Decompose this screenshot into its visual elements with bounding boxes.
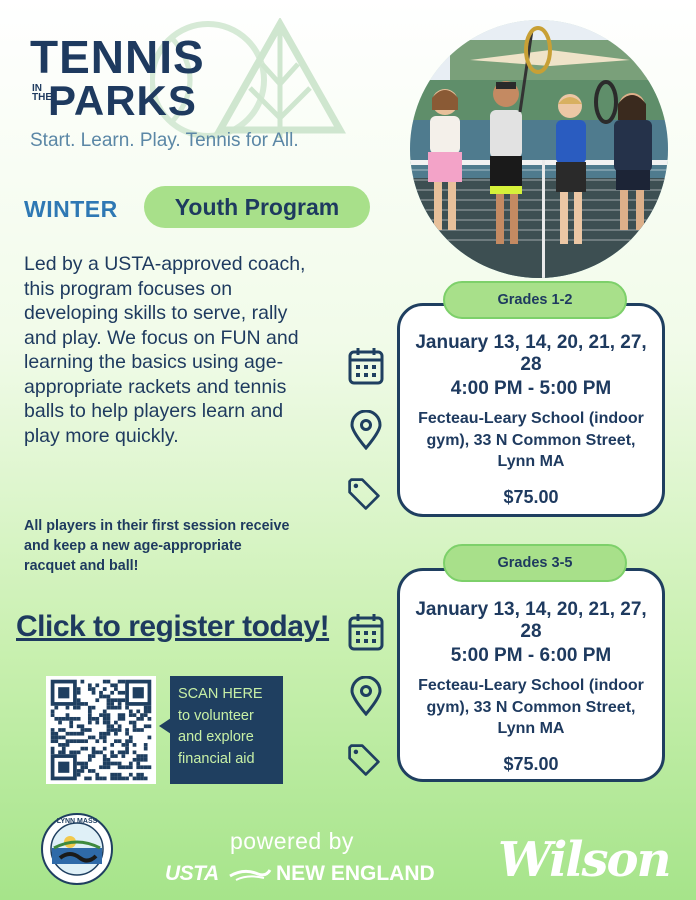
kids-tennis-photo-illustration xyxy=(410,20,668,278)
logo-title-the: THE xyxy=(32,92,52,103)
qr-code-image xyxy=(46,676,156,784)
powered-by-label: powered by xyxy=(230,828,354,854)
program-name-pill xyxy=(144,186,370,228)
price-tag-icon xyxy=(346,474,382,514)
session-time: 5:00 PM - 6:00 PM xyxy=(450,645,612,666)
session-time: 4:00 PM - 5:00 PM xyxy=(450,378,612,399)
calendar-icon xyxy=(348,612,384,652)
logo-title-parks: PARKS xyxy=(48,77,197,124)
session-dates: January 13, 14, 20, 21, 27, 28 xyxy=(415,332,647,375)
lynn-city-seal-logo xyxy=(40,812,114,886)
kids-tennis-photo xyxy=(410,20,668,278)
usta-swoosh-icon xyxy=(228,866,272,882)
price-tag-icon xyxy=(346,740,382,780)
wilson-logo: Wilson xyxy=(498,832,670,888)
scan-callout xyxy=(170,676,283,784)
program-description: Led by a USTA-approved coach, this program focuses on developing skills to serve, rally and play. We focus on FUN and learning the basics using age-appropriate rackets and tennis balls to help players learn and play more quickly. xyxy=(24,253,306,447)
session-location: Fecteau-Leary School (indoor gym), 33 N Common Street, Lynn MA xyxy=(418,410,644,470)
grades-label: Grades 3-5 xyxy=(497,555,573,571)
scan-callout-text: SCAN HERE to volunteer and explore financial aid xyxy=(178,686,263,767)
logo-title-in: IN xyxy=(32,83,42,94)
seal-text: LYNN MASS xyxy=(56,818,98,825)
new-england-logo-text: NEW ENGLAND xyxy=(276,862,435,885)
program-name: Youth Program xyxy=(174,193,340,220)
calendar-icon xyxy=(348,346,384,386)
grades-label: Grades 1-2 xyxy=(497,292,573,308)
tagline: Start. Learn. Play. Tennis for All. xyxy=(30,130,299,151)
location-pin-icon xyxy=(348,410,384,450)
session-dates: January 13, 14, 20, 21, 27, 28 xyxy=(415,599,647,642)
qr-code[interactable] xyxy=(46,676,156,784)
session-location: Fecteau-Leary School (indoor gym), 33 N Common Street, Lynn MA xyxy=(418,677,644,737)
location-pin-icon xyxy=(348,676,384,716)
grades-pill xyxy=(443,544,627,582)
session-price: $75.00 xyxy=(503,753,559,774)
players-note: All players in their first session receive and keep a new age-appropriate racquet and ball! xyxy=(24,518,290,574)
session-card xyxy=(397,568,665,782)
grades-pill xyxy=(443,281,627,319)
logo-title-in-the xyxy=(32,83,52,103)
session-price: $75.00 xyxy=(503,486,559,507)
usta-logo-text: USTA xyxy=(165,862,219,885)
session-card xyxy=(397,303,665,517)
register-link[interactable]: Click to register today! xyxy=(16,610,330,643)
season-label: WINTER xyxy=(24,196,118,222)
logo-title-tennis: TENNIS xyxy=(30,31,205,83)
